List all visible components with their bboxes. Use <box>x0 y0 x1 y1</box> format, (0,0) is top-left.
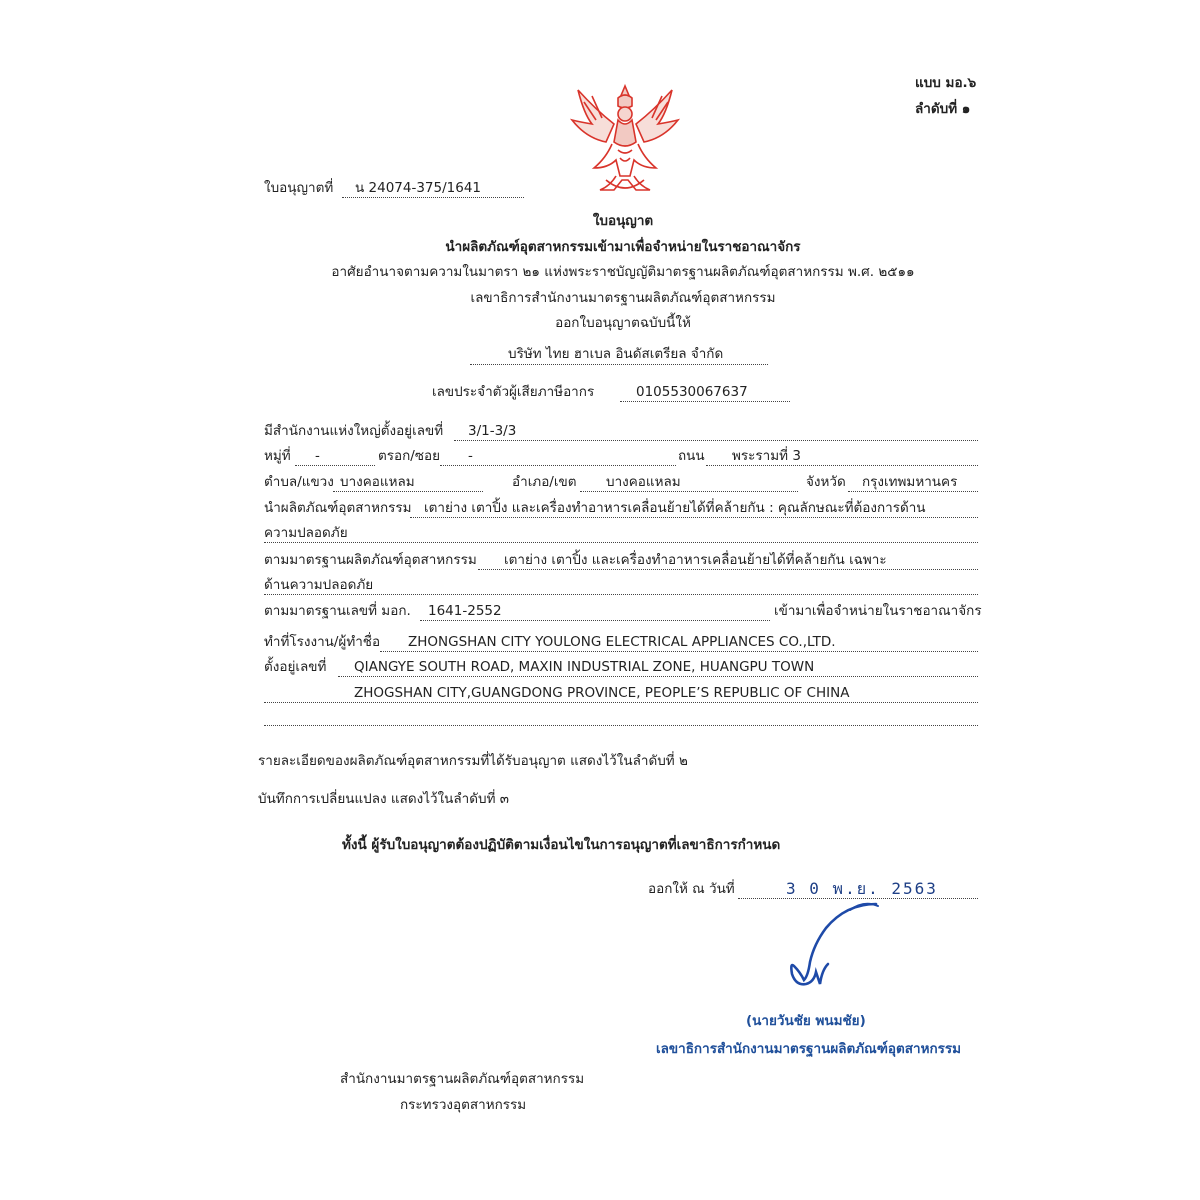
tax-id-label: เลขประจำตัวผู้เสียภาษีอากร <box>432 384 595 400</box>
standard-no-value: 1641-2552 <box>428 603 502 619</box>
footer-office: สำนักงานมาตรฐานผลิตภัณฑ์อุตสาหกรรม <box>340 1071 585 1087</box>
standard-label: ตามมาตรฐานผลิตภัณฑ์อุตสาหกรรม <box>264 552 477 568</box>
factory-address-line2: ZHOGSHAN CITY,GUANGDONG PROVINCE, PEOPLE’S REPUBLIC OF CHINA <box>354 685 850 701</box>
license-no-label: ใบอนุญาตที่ <box>264 180 334 196</box>
issued-label: ออกให้ ณ วันที่ <box>648 881 735 897</box>
subdistrict-label: ตำบล/แขวง <box>264 474 334 490</box>
product-value-line1: เตาย่าง เตาปิ้ง และเครื่องทำอาหารเคลื่อนย้ายได้ที่คล้ายกัน : คุณลักษณะที่ต้องการด้าน <box>424 500 926 516</box>
soi-value: - <box>468 448 473 464</box>
factory-value: ZHONGSHAN CITY YOULONG ELECTRICAL APPLIANCES CO.,LTD. <box>408 634 836 650</box>
changes-note: บันทึกการเปลี่ยนแปลง แสดงไว้ในลำดับที่ ๓ <box>258 791 509 807</box>
factory-address-line1: QIANGYE SOUTH ROAD, MAXIN INDUSTRIAL ZONE, HUANGPU TOWN <box>354 659 815 675</box>
company-name: บริษัท ไทย ฮาเบล อินดัสเตรียล จำกัด <box>508 346 724 362</box>
factory-label: ทำที่โรงงาน/ผู้ทำชื่อ <box>264 634 381 650</box>
standard-no-suffix: เข้ามาเพื่อจำหน่ายในราชอาณาจักร <box>774 603 982 619</box>
issue-line: ออกใบอนุญาตฉบับนี้ให้ <box>555 315 691 331</box>
product-value-line2: ความปลอดภัย <box>264 525 348 541</box>
document-title: ใบอนุญาต <box>592 213 654 229</box>
license-no-value: น 24074-375/1641 <box>355 180 482 196</box>
details-note: รายละเอียดของผลิตภัณฑ์อุตสาหกรรมที่ได้รับอนุญาต แสดงไว้ในลำดับที่ ๒ <box>258 753 688 769</box>
moo-label: หมู่ที่ <box>264 448 291 464</box>
factory-address-label: ตั้งอยู่เลขที่ <box>264 659 327 675</box>
sequence-number: ลำดับที่ ๑ <box>915 101 971 117</box>
form-code: แบบ มอ.๖ <box>915 75 977 91</box>
province-value: กรุงเทพมหานคร <box>862 474 958 490</box>
office-label: มีสำนักงานแห่งใหญ่ตั้งอยู่เลขที่ <box>264 423 444 439</box>
road-value: พระรามที่ 3 <box>732 448 801 464</box>
district-value: บางคอแหลม <box>606 474 681 490</box>
road-label: ถนน <box>678 448 705 464</box>
subdistrict-value: บางคอแหลม <box>340 474 415 490</box>
standard-value-line1: เตาย่าง เตาปิ้ง และเครื่องทำอาหารเคลื่อนย้ายได้ที่คล้ายกัน เฉพาะ <box>504 552 887 568</box>
tax-id-value: 0105530067637 <box>636 384 748 400</box>
issued-date: 3 0 พ.ย. 2563 <box>786 879 938 898</box>
district-label: อำเภอ/เขต <box>512 474 577 490</box>
moo-value: - <box>315 448 320 464</box>
secretary-line: เลขาธิการสำนักงานมาตรฐานผลิตภัณฑ์อุตสาหกรรม <box>470 290 776 306</box>
soi-label: ตรอก/ซอย <box>378 448 441 464</box>
signatory-name: (นายวันชัย พนมชัย) <box>746 1013 866 1029</box>
footer-ministry: กระทรวงอุตสาหกรรม <box>400 1097 527 1113</box>
office-value: 3/1-3/3 <box>468 423 517 439</box>
signature-icon <box>776 898 896 994</box>
garuda-emblem-icon <box>566 80 684 198</box>
standard-value-line2: ด้านความปลอดภัย <box>264 577 374 593</box>
province-label: จังหวัด <box>806 474 846 490</box>
standard-no-label: ตามมาตรฐานเลขที่ มอก. <box>264 603 411 619</box>
condition-note: ทั้งนี้ ผู้รับใบอนุญาตต้องปฏิบัติตามเงื่อนไขในการอนุญาตที่เลขาธิการกำหนด <box>342 837 781 853</box>
product-label: นำผลิตภัณฑ์อุตสาหกรรม <box>264 500 412 516</box>
document-subtitle: นำผลิตภัณฑ์อุตสาหกรรมเข้ามาเพื่อจำหน่ายในราชอาณาจักร <box>445 239 801 255</box>
authority-line: อาศัยอำนาจตามความในมาตรา ๒๑ แห่งพระราชบัญญัติมาตรฐานผลิตภัณฑ์อุตสาหกรรม พ.ศ. ๒๕๑๑ <box>331 264 915 280</box>
signatory-title: เลขาธิการสำนักงานมาตรฐานผลิตภัณฑ์อุตสาหกรรม <box>656 1041 962 1057</box>
